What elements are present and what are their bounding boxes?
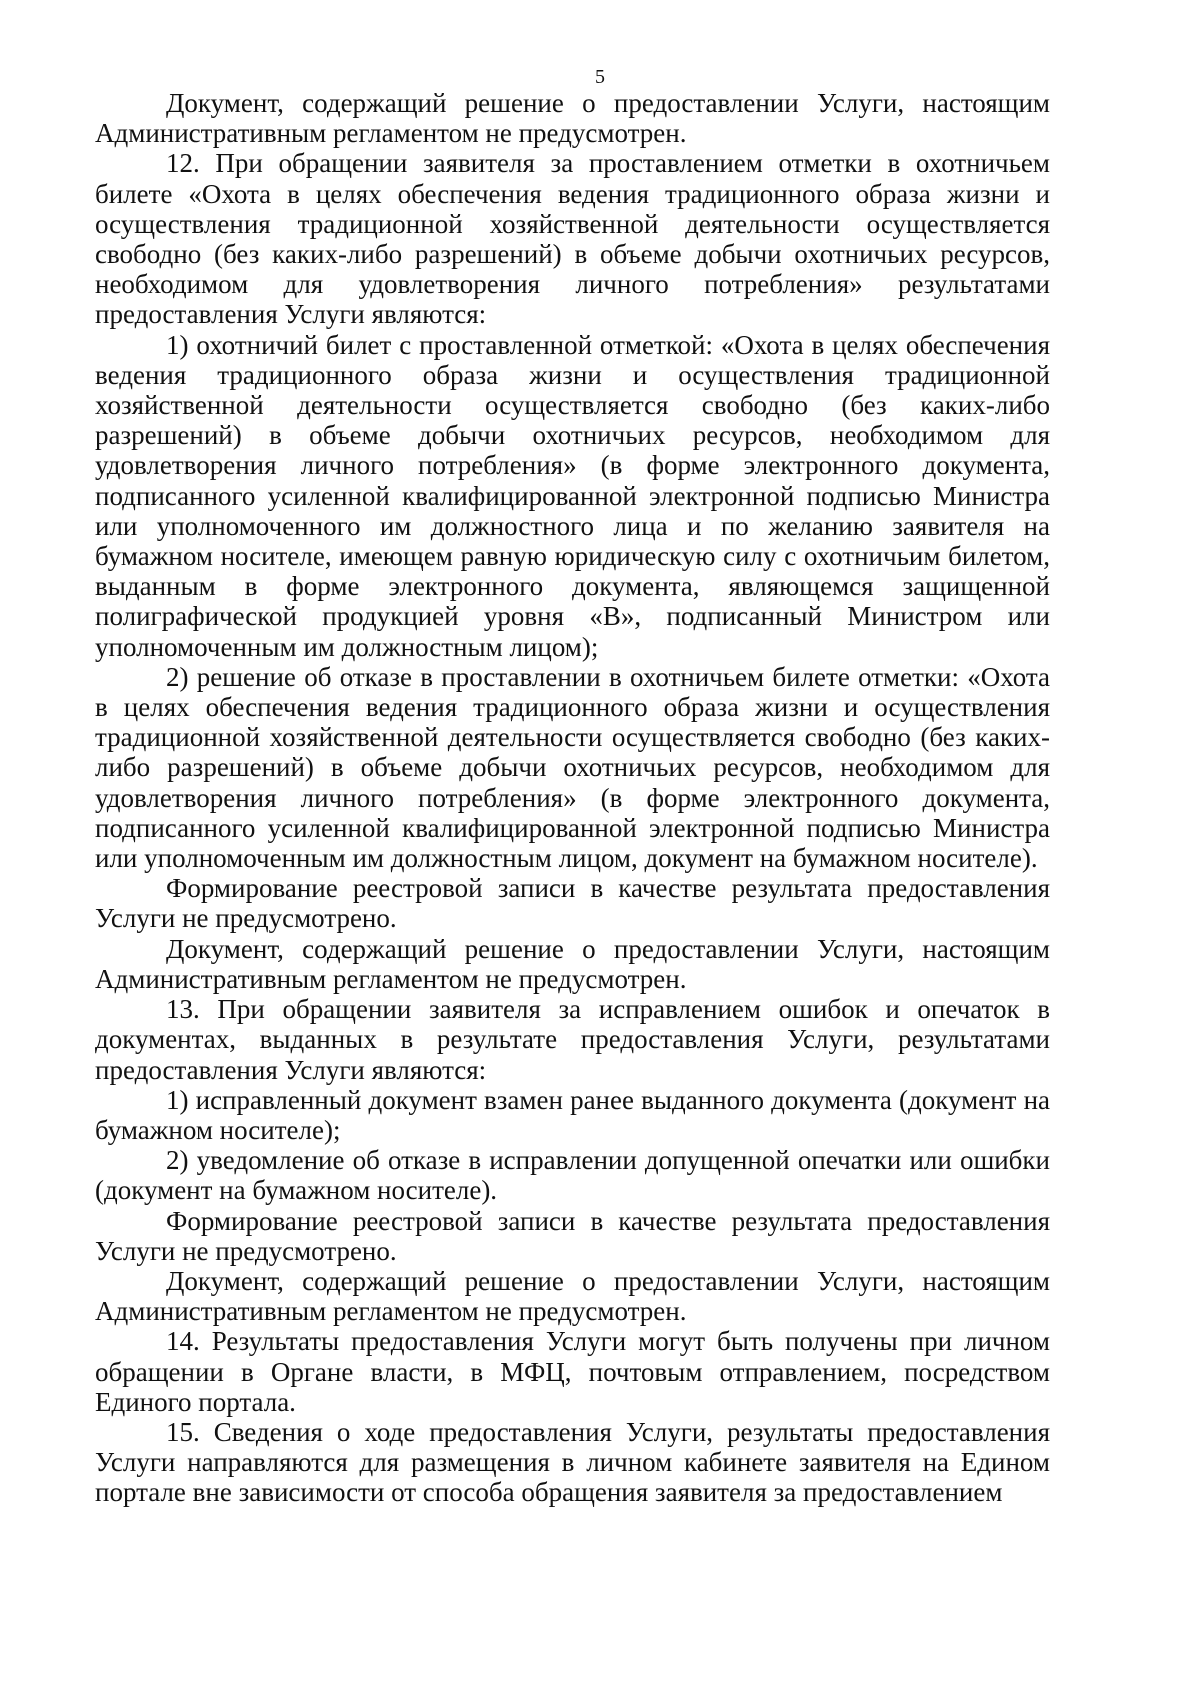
paragraph-item-12-sub-1: 1) охотничий билет с проставленной отметкой: «Охота в целях обеспечения ведения традиционного образа жизни и осуществления традиционной хозяйственной деятельности осуществляется свободно (без каких-либо разрешений) в объеме добычи охотничьих ресурсов, необходимом для удовлетворения личного потребления» (в форме электронного документа, подписанного усиленной квалифицированной электронной подписью Министра или уполномоченного им должностного лица и по желанию заявителя на бумажном носителе, имеющем равную юридическую силу с охотничьим билетом, выданным в форме электронного документа, являющемся защищенной полиграфической продукцией уровня «В», подписанный Министром или уполномоченным им должностным лицом); [95,329,1050,662]
paragraph-item-15: 15. Сведения о ходе предоставления Услуги, результаты предоставления Услуги направляются для размещения в личном кабинете заявителя на Едином портале вне зависимости от способа обращения заявителя за предоставлением [95,1416,1050,1508]
paragraph-item-12: 12. При обращении заявителя за проставлением отметки в охотничьем билете «Охота в целях обеспечения ведения традиционного образа жизни и осуществления традиционной хозяйственной деятельности осуществляется свободно (без каких-либо разрешений) в объеме добычи охотничьих ресурсов, необходимом для удовлетворения личного потребления» результатами предоставления Услуги являются: [95,148,1050,330]
page-number: 5 [595,66,605,88]
paragraph-registry-record-1: Формирование реестровой записи в качестве результата предоставления Услуги не предусмотрено. [95,873,1050,934]
paragraph-item-13: 13. При обращении заявителя за исправлением ошибок и опечаток в документах, выданных в результате предоставления Услуги, результатами предоставления Услуги являются: [95,994,1050,1085]
paragraph-doc-not-provided-2: Документ, содержащий решение о предоставлении Услуги, настоящим Административным регламентом не предусмотрен. [95,933,1050,994]
document-body [95,88,1050,1508]
paragraph-doc-not-provided-1: Документ, содержащий решение о предоставлении Услуги, настоящим Административным регламентом не предусмотрен. [95,88,1050,149]
paragraph-item-13-sub-1: 1) исправленный документ взамен ранее выданного документа (документ на бумажном носителе); [95,1084,1050,1145]
paragraph-registry-record-2: Формирование реестровой записи в качестве результата предоставления Услуги не предусмотрено. [95,1205,1050,1266]
paragraph-item-14: 14. Результаты предоставления Услуги могут быть получены при личном обращении в Органе власти, в МФЦ, почтовым отправлением, посредством Единого портала. [95,1326,1050,1417]
paragraph-item-13-sub-2: 2) уведомление об отказе в исправлении допущенной опечатки или ошибки (документ на бумажном носителе). [95,1145,1050,1206]
paragraph-doc-not-provided-3: Документ, содержащий решение о предоставлении Услуги, настоящим Административным регламентом не предусмотрен. [95,1265,1050,1327]
paragraph-item-12-sub-2: 2) решение об отказе в проставлении в охотничьем билете отметки: «Охота в целях обеспечения ведения традиционного образа жизни и осуществления традиционной хозяйственной деятельности осуществляется свободно (без каких-либо разрешений) в объеме добычи охотничьих ресурсов, необходимом для удовлетворения личного потребления» (в форме электронного документа, подписанного усиленной квалифицированной электронной подписью Министра или уполномоченным им должностным лицом, документ на бумажном носителе). [95,661,1050,874]
